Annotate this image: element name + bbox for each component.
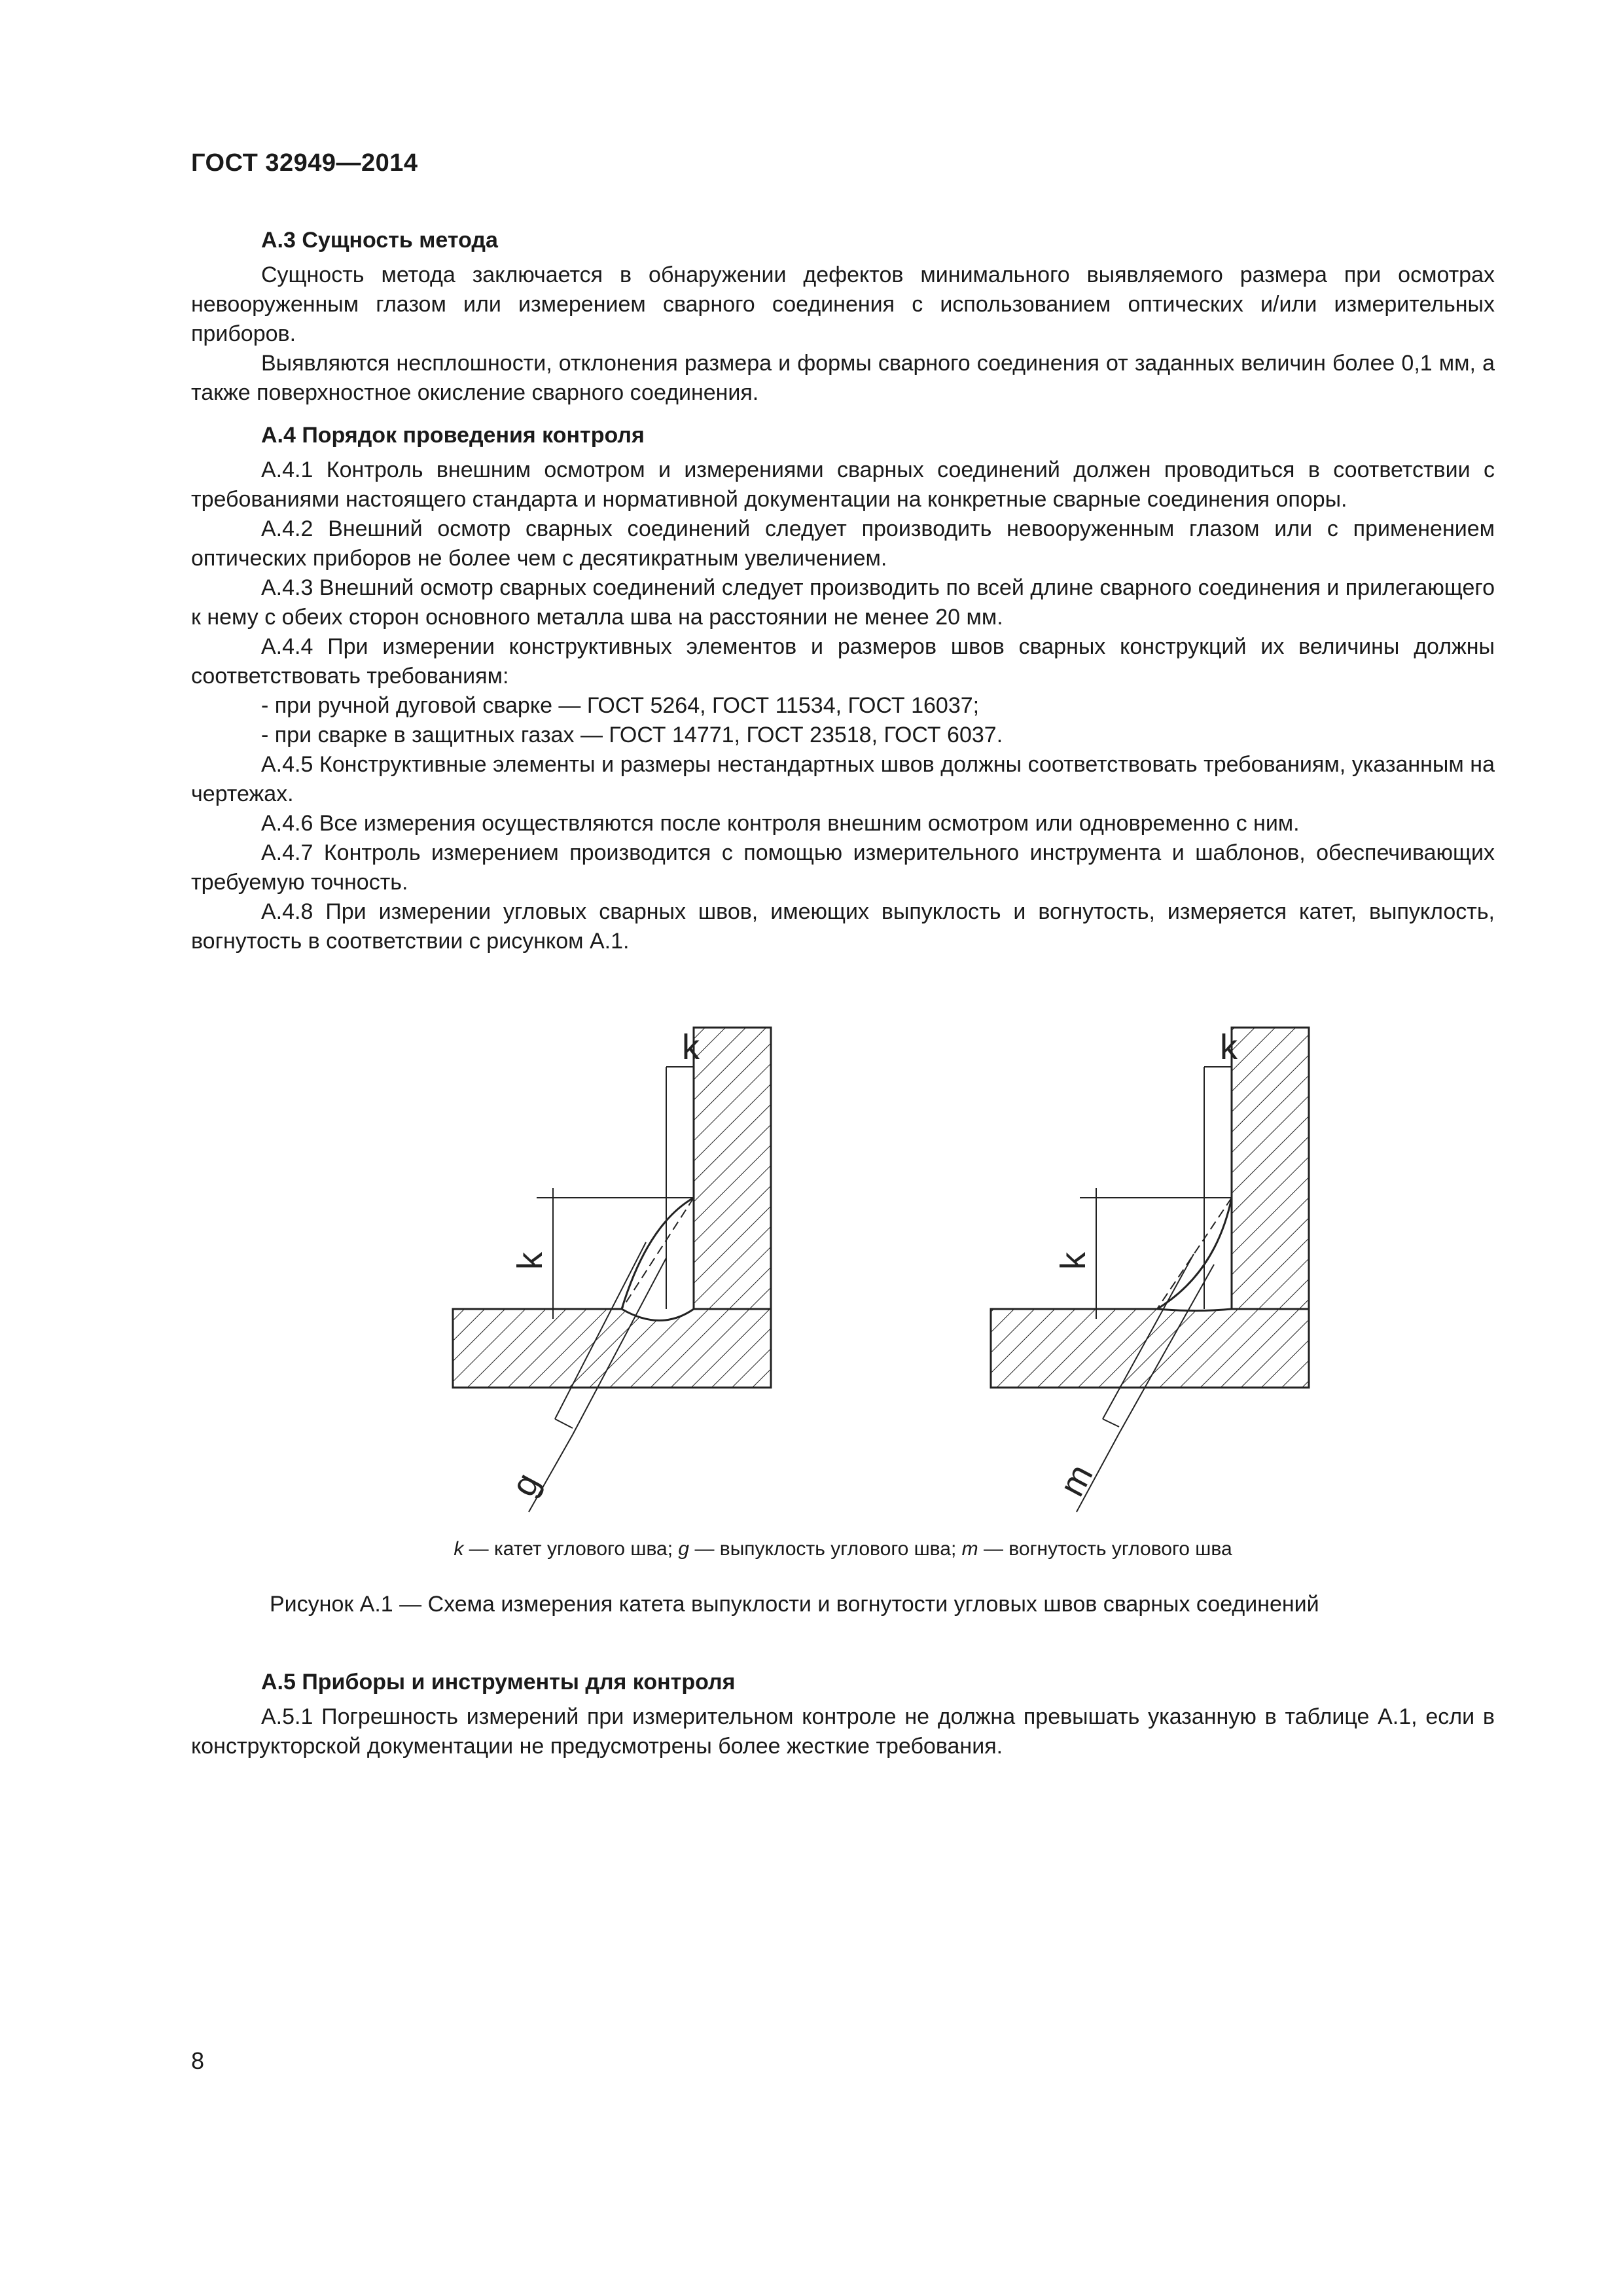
paragraph: А.4.2 Внешний осмотр сварных соединений следует производить невооруженным глазом или с применением оптических приборов не более чем с десятикратным увеличением. [191,516,1495,571]
concave-weld-diagram [991,1028,1309,1512]
legend-text-g: — выпуклость углового шва; [689,1538,962,1560]
list-item: - при ручной дуговой сварке — ГОСТ 5264, ГОСТ 11534, ГОСТ 16037; [261,693,980,718]
label-k-top-right: k [1220,1028,1238,1067]
label-m: m [1052,1458,1101,1503]
weld-measurement-diagram [419,1008,1335,1532]
figure-caption: Рисунок А.1 — Схема измерения катета выпуклости и вогнутости угловых швов сварных соединений [270,1592,1319,1617]
section-heading-a4: А.4 Порядок проведения контроля [261,423,645,448]
paragraph: Сущность метода заключается в обнаружении дефектов минимального выявляемого размера при осмотрах невооруженным глазом или измерением сварного соединения с использованием оптических и/или измерительных приборов. [191,262,1495,346]
label-g: g [503,1466,548,1503]
label-k-top-left: k [682,1028,700,1067]
paragraph: А.4.6 Все измерения осуществляются после контроля внешним осмотром или одновременно с ним. [261,811,1300,836]
paragraph: А.4.1 Контроль внешним осмотром и измерениями сварных соединений должен проводиться в соответствии с требованиями настоящего стандарта и нормативной документации на конкретные сварные соединения опоры. [191,457,1495,512]
text-block-top [191,213,1495,956]
legend-text-k: — катет углового шва; [463,1538,679,1560]
document-header: ГОСТ 32949—2014 [191,149,418,177]
paragraph: А.4.5 Конструктивные элементы и размеры нестандартных швов должны соответствовать требованиям, указанным на чертежах. [191,752,1495,806]
figure-legend [191,1538,1495,1560]
legend-symbol-m: m [961,1538,978,1560]
text-block-bottom [191,1655,1495,1761]
legend-text-m: — вогнутость углового шва [978,1538,1232,1560]
convex-weld-diagram [453,1028,771,1512]
paragraph: А.4.8 При измерении угловых сварных швов, имеющих выпуклость и вогнутость, измеряется катет, выпуклость, вогнутость в соответствии с рисунком А.1. [191,899,1495,954]
legend-symbol-g: g [678,1538,690,1560]
list-item: - при сварке в защитных газах — ГОСТ 14771, ГОСТ 23518, ГОСТ 6037. [261,723,1003,747]
paragraph: А.5.1 Погрешность измерений при измерительном контроле не должна превышать указанную в таблице А.1, если в конструкторской документации не предусмотрены более жесткие требования. [191,1704,1495,1759]
page-number: 8 [191,2047,205,2074]
legend-symbol-k: k [454,1538,464,1560]
paragraph: Выявляются несплошности, отклонения размера и формы сварного соединения от заданных величин более 0,1 мм, а также поверхностное окисление сварного соединения. [191,351,1495,405]
paragraph: А.4.3 Внешний осмотр сварных соединений следует производить по всей длине сварного соединения и прилегающего к нему с обеих сторон основного металла шва на расстоянии не менее 20 мм. [191,575,1495,630]
paragraph: А.4.4 При измерении конструктивных элементов и размеров швов сварных конструкций их величины должны соответствовать требованиям: [191,634,1495,689]
section-heading-a5: А.5 Приборы и инструменты для контроля [261,1670,736,1695]
section-heading-a3: А.3 Сущность метода [261,228,498,253]
label-k-side-right: k [1054,1252,1093,1270]
paragraph: А.4.7 Контроль измерением производится с помощью измерительного инструмента и шаблонов, обеспечивающих требуемую точность. [191,840,1495,895]
label-k-side-left: k [510,1252,550,1270]
